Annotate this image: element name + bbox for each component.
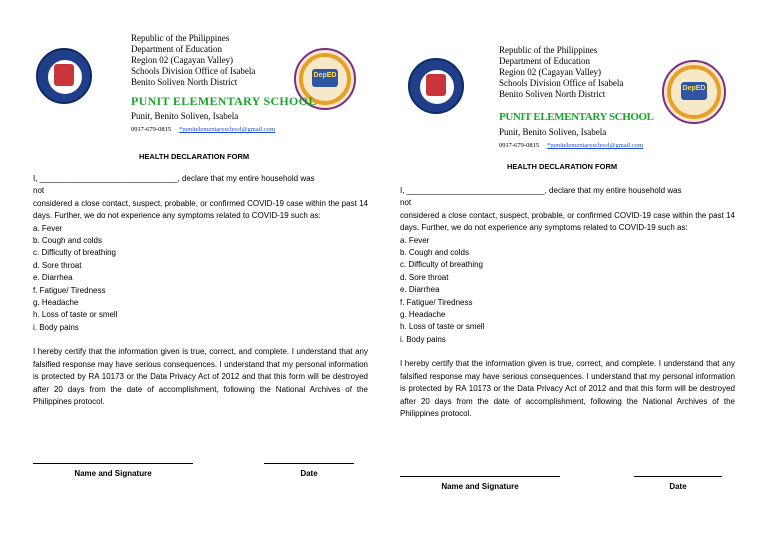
declaration-text: considered a close contact, suspect, probable, or confirmed COVID-19 case within the past 14 days. Further, we do not experience any symptoms related to COVID-19 such as: [33,198,368,221]
symptom-item: b. Cough and colds [33,236,102,246]
signature-label: Name and Signature [441,482,519,491]
symptom-item: c. Difficulty of breathing [33,248,117,258]
symptom-item: g. Headache [33,298,79,308]
header-line: Republic of the Philippines [499,45,598,55]
header-line: Benito Soliven North District [499,89,606,99]
school-address: Punit, Benito Soliven, Isabela [499,127,607,137]
signature-line[interactable] [400,476,560,477]
certification-text: I hereby certify that the information given is true, correct, and complete. I understand that any falsified response may have serious consequences. I understand that my personal information is protected by RA 10173 or the Data Privacy Act of 2012 and that this form will be destroyed after 20 days from the date of accomplishment, following the National Archives of the Philippines protocol. [33,347,368,406]
symptom-item: d. Sore throat [33,260,82,270]
form-body [400,185,735,420]
declaration-line: not [33,186,45,196]
date-line[interactable] [264,463,354,464]
declaration-line: I, _______________________________, declare that my entire household was [400,186,682,195]
email-link[interactable]: *punitelementaryschool@gmail.com [179,126,276,133]
declaration-text: considered a close contact, suspect, probable, or confirmed COVID-19 case within the past 14 days. Further, we do not experience any symptoms related to COVID-19 such as: [400,210,735,233]
letterhead [131,33,255,88]
header-line: Department of Education [499,56,590,66]
health-form-right [384,0,768,543]
symptom-item: a. Fever [400,235,430,245]
school-logo-icon: DepED [662,60,726,124]
phone-number: 0917-679-0815 [499,142,540,149]
symptom-item: i. Body pains [33,322,79,332]
deped-seal-icon [408,58,464,114]
symptom-item: a. Fever [33,223,63,233]
form-title: HEALTH DECLARATION FORM [139,152,250,161]
school-name: PUNIT ELEMENTARY SCHOOL [499,111,654,123]
letterhead [499,45,623,100]
symptom-item: h. Loss of taste or smell [33,310,118,320]
form-body [33,173,368,408]
signature-line[interactable] [33,463,193,464]
header-line: Region 02 (Cagayan Valley) [499,67,602,77]
contact-line [499,142,643,149]
symptom-item: f. Fatigue/ Tiredness [400,297,473,307]
certification-text: I hereby certify that the information given is true, correct, and complete. I understand that any falsified response may have serious consequences. I understand that my personal information is protected by RA 10173 or the Data Privacy Act of 2012 and that this form will be destroyed after 20 days from the date of accomplishment, following the National Archives of the Philippines protocol. [400,359,735,418]
email-link[interactable]: *punitelementaryschool@gmail.com [547,142,644,149]
school-name: PUNIT ELEMENTARY SCHOOL [131,94,317,108]
declaration-line: not [400,198,412,208]
school-logo-icon: DepED [294,48,356,110]
symptom-item: d. Sore throat [400,272,449,282]
school-address: Punit, Benito Soliven, Isabela [131,111,239,121]
header-line: Schools Division Office of Isabela [499,78,624,88]
contact-line [131,126,275,133]
date-label: Date [300,469,318,478]
symptom-item: f. Fatigue/ Tiredness [33,285,106,295]
header-line: Department of Education [131,44,222,54]
form-title: HEALTH DECLARATION FORM [507,162,618,171]
declaration-line: I, _______________________________, declare that my entire household was [33,174,315,183]
header-line: Republic of the Philippines [131,33,230,43]
header-line: Benito Soliven North District [131,77,238,87]
symptom-item: c. Difficulty of breathing [400,260,484,270]
symptom-item: e. Diarrhea [33,273,73,283]
header-line: Schools Division Office of Isabela [131,66,256,76]
signature-label: Name and Signature [74,469,152,478]
date-label: Date [669,482,687,491]
date-line[interactable] [634,476,722,477]
symptom-item: e. Diarrhea [400,285,440,295]
symptom-item: h. Loss of taste or smell [400,322,485,332]
symptom-item: b. Cough and colds [400,248,469,258]
phone-number: 0917-679-0815 [131,126,172,133]
symptom-item: g. Headache [400,310,446,320]
header-line: Region 02 (Cagayan Valley) [131,55,234,65]
symptom-item: i. Body pains [400,334,446,344]
deped-seal-icon [36,48,92,104]
